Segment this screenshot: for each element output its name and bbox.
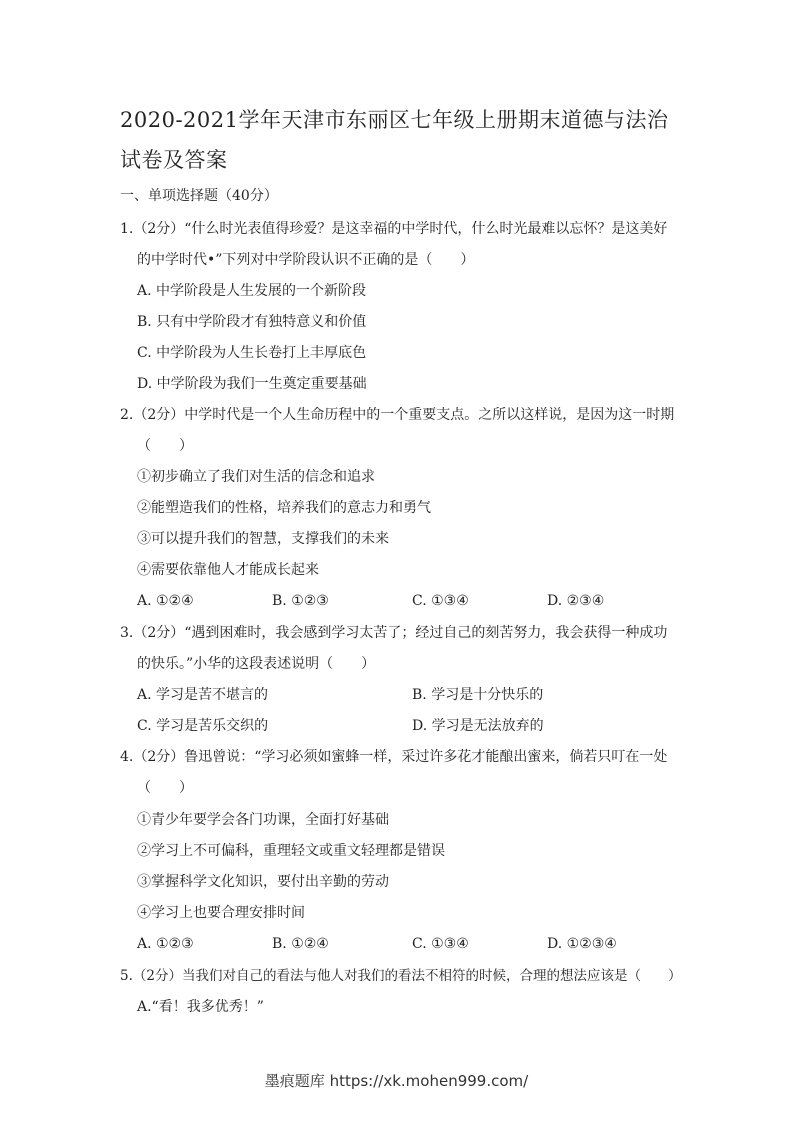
question-1-stem-line-2: 的中学时代•”下列对中学阶段认识不正确的是（ ） bbox=[137, 252, 475, 268]
question-2-statement-1: ①初步确立了我们对生活的信念和追求 bbox=[137, 469, 375, 485]
question-1-option-a: A. 中学阶段是人生发展的一个新阶段 bbox=[137, 283, 367, 299]
question-1-option-d: D. 中学阶段为我们一生奠定重要基础 bbox=[137, 376, 367, 392]
footer-watermark: 墨痕题库 https://xk.mohen999.com/ bbox=[264, 1072, 529, 1090]
question-4-option-c: C. ①③④ bbox=[412, 936, 469, 952]
question-3-option-d: D. 学习是无法放弃的 bbox=[412, 718, 544, 734]
question-2-stem-line-1: 2.（2分）中学时代是一个人生命历程中的一个重要支点。之所以这样说，是因为这一时期 bbox=[120, 407, 675, 423]
question-4-stem-line-1: 4.（2分）鲁迅曾说：“学习必须如蜜蜂一样，采过许多花才能酿出蜜来，倘若只叮在一处 bbox=[120, 749, 668, 765]
question-1-stem-line-1: 1.（2分）“什么时光表值得珍爱？是这幸福的中学时代，什么时光最难以忘怀？是这美好 bbox=[120, 221, 668, 237]
question-2-option-b: B. ①②③ bbox=[272, 593, 329, 609]
question-2-statement-2: ②能塑造我们的性格，培养我们的意志力和勇气 bbox=[137, 500, 431, 516]
question-4-statement-1: ①青少年要学会各门功课，全面打好基础 bbox=[137, 812, 389, 828]
question-3-option-a: A. 学习是苦不堪言的 bbox=[137, 687, 269, 703]
question-4-statement-2: ②学习上不可偏科，重理轻文或重文轻理都是错误 bbox=[137, 843, 445, 859]
question-5-option-a: A.“看！我多优秀！” bbox=[137, 999, 264, 1015]
question-3-stem-line-1: 3.（2分）“遇到困难时，我会感到学习太苦了；经过自己的刻苦努力，我会获得一种成功 bbox=[120, 625, 668, 641]
section-heading: 一、单项选择题（40分） bbox=[120, 188, 278, 204]
question-2-option-d: D. ②③④ bbox=[547, 593, 605, 609]
question-2-stem-line-2: （ ） bbox=[137, 438, 193, 454]
question-4-statement-3: ③掌握科学文化知识，要付出辛勤的劳动 bbox=[137, 874, 389, 890]
question-2-option-a: A. ①②④ bbox=[137, 593, 194, 609]
question-2-statement-3: ③可以提升我们的智慧，支撑我们的未来 bbox=[137, 531, 389, 547]
question-4-option-d: D. ①②③④ bbox=[547, 936, 617, 952]
question-4-option-a: A. ①②③ bbox=[137, 936, 194, 952]
page-title: 2020-2021学年天津市东丽区七年级上册期末道德与法治试卷及答案 bbox=[120, 108, 669, 172]
question-3-option-b: B. 学习是十分快乐的 bbox=[412, 687, 544, 703]
question-4-stem-line-2: （ ） bbox=[137, 780, 193, 796]
question-4-option-b: B. ①②④ bbox=[272, 936, 329, 952]
question-2-statement-4: ④需要依靠他人才能成长起来 bbox=[137, 562, 319, 578]
question-1-option-c: C. 中学阶段为人生长卷打上丰厚底色 bbox=[137, 345, 367, 361]
question-3-option-c: C. 学习是苦乐交织的 bbox=[137, 718, 269, 734]
question-1-option-b: B. 只有中学阶段才有独特意义和价值 bbox=[137, 314, 367, 330]
question-5-stem-line-1: 5.（2分）当我们对自己的看法与他人对我们的看法不相符的时候，合理的想法应该是（ ） bbox=[120, 968, 682, 984]
question-3-stem-line-2: 的快乐。”小华的这段表述说明（ ） bbox=[137, 656, 376, 672]
question-2-option-c: C. ①③④ bbox=[412, 593, 469, 609]
question-4-statement-4: ④学习上也要合理安排时间 bbox=[137, 905, 305, 921]
